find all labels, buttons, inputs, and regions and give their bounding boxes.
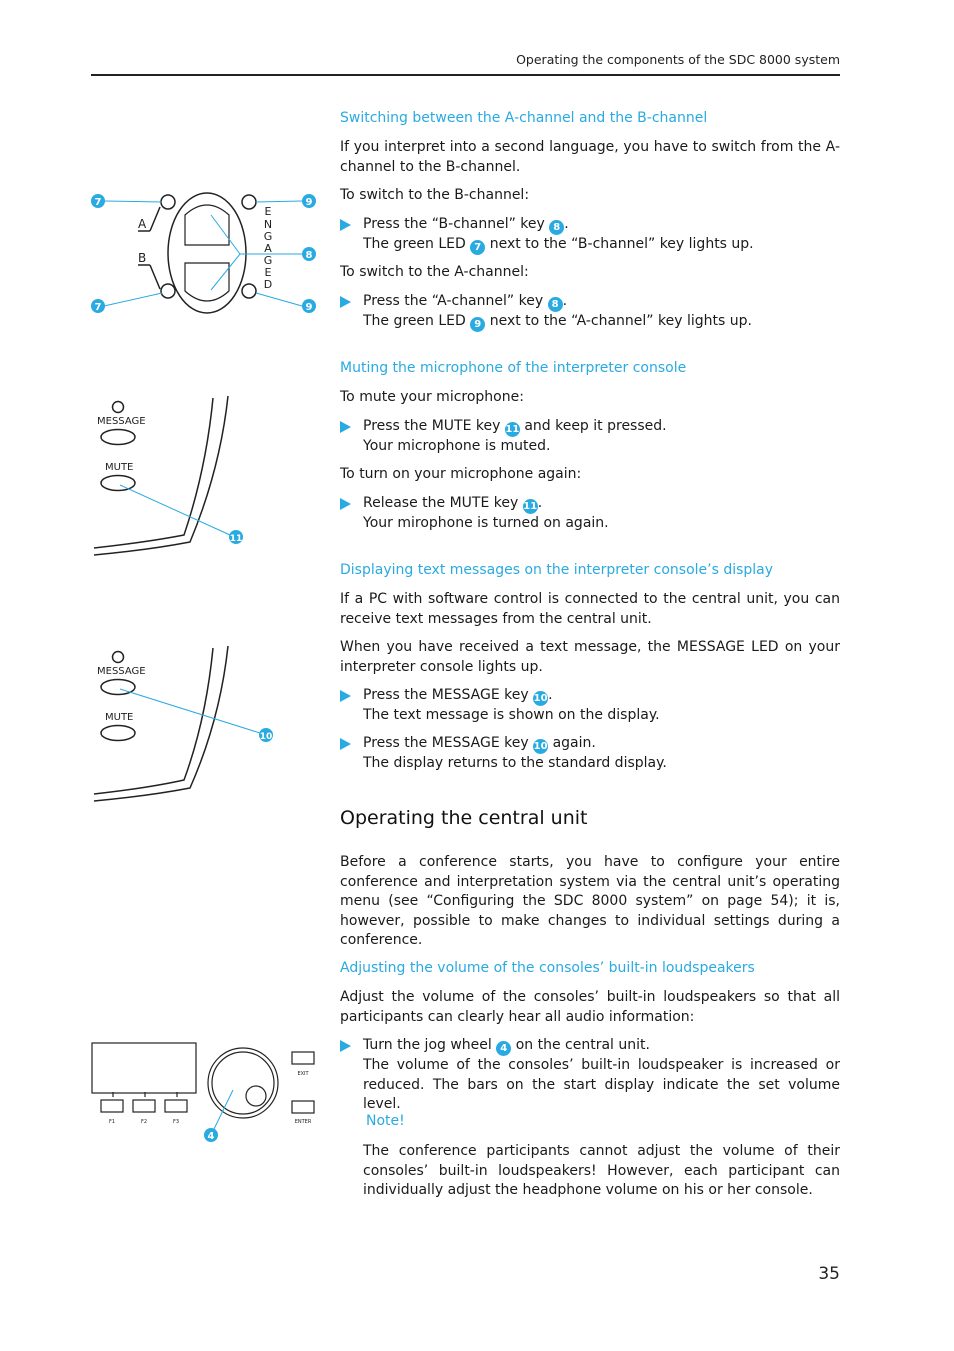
bullet-arrow-icon [340,421,351,433]
engaged-letter: E [264,266,272,279]
step-press-b: Press the “B-channel” key 8 . The green LED 7 next to the “B-channel” key lights up. [340,215,840,255]
bullet-arrow-icon [340,1040,351,1052]
callout-badge: 10 [533,693,548,704]
callout-badge: 10 [533,741,548,752]
key-label-f3: F3 [172,1119,180,1125]
paragraph-msg-1: If a PC with software control is connected to the central unit, you can receive text messages from the central unit. [340,591,840,627]
callout-badge: 11 [523,501,538,512]
page-number: 35 [818,1264,840,1284]
callout-badge: 7 [94,197,102,208]
figure-central-unit [88,1040,323,1150]
engaged-letter: N [263,218,273,231]
callout-badge: 8 [549,220,564,235]
step-press-mute: Press the MUTE key 11 and keep it pressed. Your microphone is muted. [340,417,840,457]
step-turn-jog-wheel: Turn the jog wheel 4 on the central unit. The volume of the consoles’ built-in loudspeaker is increased or reduced. The bars on the start display indicate the set volume level. [340,1036,840,1115]
message-label: MESSAGE [97,416,146,427]
bullet-arrow-icon [340,296,351,308]
bullet-arrow-icon [340,219,351,231]
callout-badge: 9 [470,317,485,332]
paragraph-volume: Adjust the volume of the consoles’ built-in loudspeakers so that all participants can clearly hear all audio information: [340,989,840,1025]
message-label: MESSAGE [97,666,146,677]
engaged-letter: D [263,278,273,291]
paragraph-central: Before a conference starts, you have to configure your entire conference and interpretation system via the central unit’s operating menu (see “Configuring the SDC 8000 system” on page 54); it is, however, possible to make changes to individual settings during a conference. [340,854,840,948]
mute-label: MUTE [105,462,134,473]
callout-badge: 7 [94,302,102,313]
paragraph-msg-2: When you have received a text message, the MESSAGE LED on your interpreter console lights up. [340,639,840,675]
label-a: A [138,217,147,231]
callout-badge: 7 [470,240,485,255]
running-header: Operating the components of the SDC 8000 system [516,52,840,67]
heading-mute: Muting the microphone of the interpreter console [340,360,687,376]
callout-badge: 11 [505,424,520,435]
figure-message-key [88,640,288,810]
mute-label: MUTE [105,712,134,723]
callout-badge: 8 [548,297,563,312]
step-press-message: Press the MESSAGE key 10. The text message is shown on the display. [340,686,840,726]
note-title: Note! [366,1113,405,1129]
engaged-letter: G [263,254,273,267]
key-label-f2: F2 [140,1119,148,1125]
header-rule [91,74,840,76]
callout-badge: 9 [305,197,313,208]
text-to-on: To turn on your microphone again: [340,466,582,482]
step-release-mute: Release the MUTE key 11. Your mirophone is turned on again. [340,494,840,534]
engaged-letter: G [263,230,273,243]
callout-badge: 8 [305,250,313,261]
bullet-arrow-icon [340,738,351,750]
engaged-letter: E [264,205,272,218]
step-press-a: Press the “A-channel” key 8 . The green LED 9 next to the “A-channel” key lights up. [340,292,840,332]
figure-ab-keys [88,185,323,320]
heading-volume: Adjusting the volume of the consoles’ built-in loudspeakers [340,960,755,976]
callout-badge: 11 [229,534,243,544]
callout-badge: 4 [207,1131,215,1142]
enter-label: ENTER [294,1119,312,1125]
figure-mute-key [88,390,258,560]
text-to-b: To switch to the B-channel: [340,187,530,203]
callout-badge: 4 [496,1041,511,1056]
callout-badge: 9 [305,302,313,313]
text-to-mute: To mute your microphone: [340,389,524,405]
heading-ab-channel: Switching between the A-channel and the B-channel [340,110,708,126]
callout-badge: 10 [259,732,273,742]
heading-central-unit: Operating the central unit [340,807,588,829]
exit-label: EXIT [297,1071,309,1077]
bullet-arrow-icon [340,690,351,702]
step-press-message-again: Press the MESSAGE key 10 again. The display returns to the standard display. [340,734,840,774]
paragraph-ab-intro: If you interpret into a second language, you have to switch from the A-channel to the B-channel. [340,139,840,175]
key-label-f1: F1 [108,1119,116,1125]
bullet-arrow-icon [340,498,351,510]
label-b: B [138,251,147,265]
engaged-letter: A [264,242,272,255]
note-text: The conference participants cannot adjust the volume of their consoles’ built-in loudspeakers! However, each participant can individually adjust the headphone volume on his or her console. [363,1143,840,1198]
text-to-a: To switch to the A-channel: [340,264,529,280]
heading-messages: Displaying text messages on the interpreter console’s display [340,562,774,578]
